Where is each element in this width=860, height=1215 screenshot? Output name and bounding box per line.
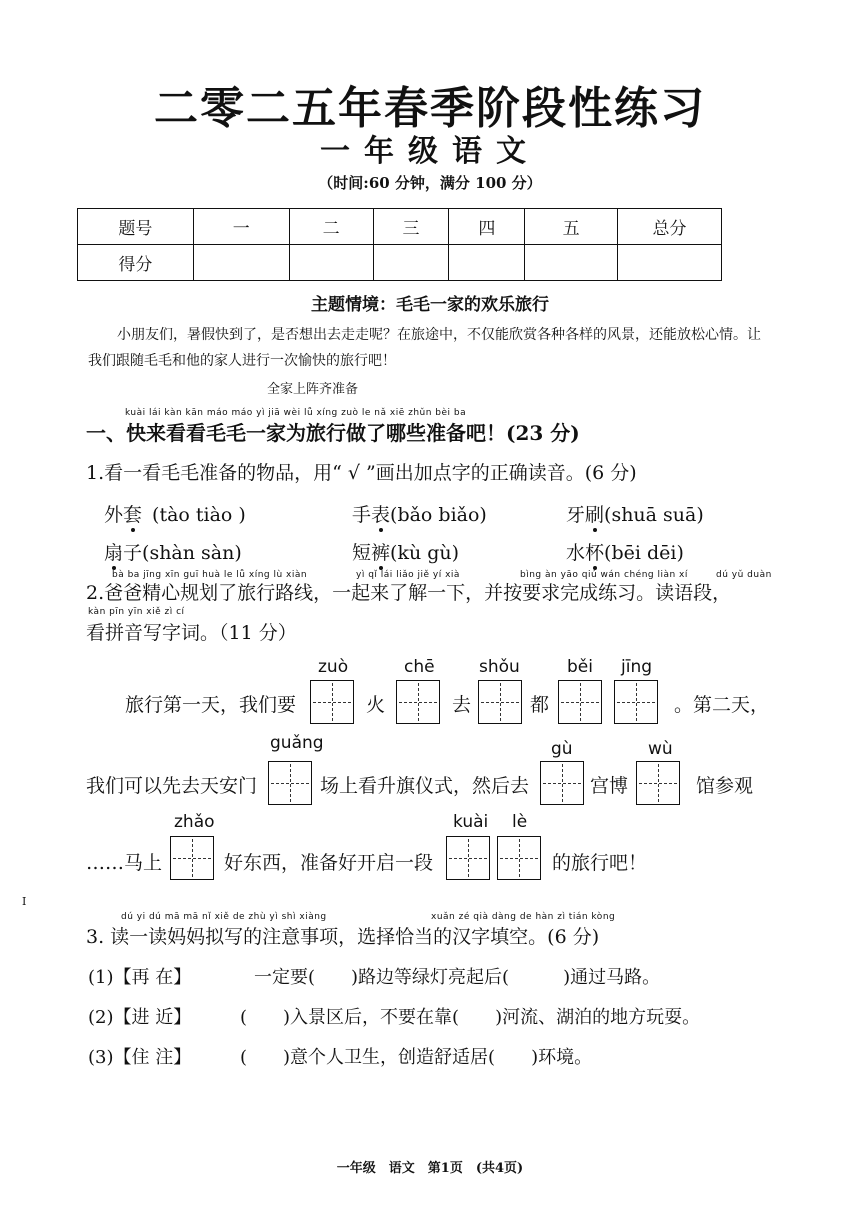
passage-text: 馆参观 (696, 775, 754, 797)
word-part: 子 (123, 542, 143, 564)
pinyin-options: (bēi dēi) (604, 542, 684, 564)
table-cell: 题号 (78, 209, 194, 245)
pinyin-hint: guǎng (270, 733, 324, 753)
pinyin-hint: lè (512, 812, 528, 832)
intro-line-1: 小朋友们，暑假快到了，是否想出去走走呢？在旅途中，不仅能欣赏各种各样的风景，还能放松心情。让 (117, 327, 761, 343)
score-cell[interactable] (373, 245, 449, 281)
pinyin-options: (tào tiào ) (152, 504, 246, 526)
score-cell[interactable] (449, 245, 525, 281)
q1-item[interactable] (566, 500, 704, 527)
pinyin-hint: zuò (318, 657, 349, 677)
dotted-char: 裤 (371, 542, 391, 564)
tianzige-box[interactable] (478, 680, 522, 724)
page-footer: 一年级 语文 第1页 (共4页) (336, 1161, 524, 1176)
score-cell[interactable] (193, 245, 289, 281)
q1-prompt: 1.看一看毛毛准备的物品，用“ √ ”画出加点字的正确读音。(6 分) (86, 462, 637, 484)
q2-pinyin: bìng àn yāo qiú wán chéng liàn xí (520, 570, 688, 580)
tianzige-box[interactable] (558, 680, 602, 724)
pinyin-hint: shǒu (479, 657, 520, 677)
q3-item-text[interactable]: ( )入景区后，不要在靠( )河流、湖泊的地方玩耍。 (240, 1007, 701, 1028)
q3-item-text[interactable]: ( )意个人卫生，创造舒适居( )环境。 (240, 1047, 593, 1068)
tianzige-box[interactable] (497, 836, 541, 880)
q3-pinyin: dú yi dú mā mā nǐ xiě de zhù yì shì xiàng (121, 912, 327, 922)
margin-mark: I (22, 895, 27, 908)
dotted-char: 套 (123, 504, 143, 526)
q2-prompt-line-2: 看拼音写字词。（11 分） (86, 622, 297, 644)
q2-pinyin: kàn pīn yīn xiě zì cí (88, 607, 185, 617)
pinyin-options: (bǎo biǎo) (390, 504, 487, 526)
word-part: 手 (352, 504, 372, 526)
word-part: 牙 (566, 504, 586, 526)
q3-item-num: (1)【再 在】 (88, 967, 192, 988)
passage-text: 宫博 (590, 775, 629, 797)
passage-text: 的旅行吧！ (552, 852, 648, 874)
table-cell: 五 (525, 209, 618, 245)
pinyin-hint: gù (551, 739, 573, 759)
score-cell[interactable] (289, 245, 373, 281)
tianzige-box[interactable] (636, 761, 680, 805)
q3-item-text[interactable]: 一定要( )路边等绿灯亮起后( )通过马路。 (254, 967, 661, 988)
word-part: 短 (352, 542, 372, 564)
table-cell: 总分 (618, 209, 722, 245)
passage-text: 都 (530, 694, 550, 716)
dotted-char: 杯 (585, 542, 605, 564)
passage-text: 去 (452, 694, 472, 716)
q2-pinyin: dú yǔ duàn (716, 570, 772, 580)
word-part: 外 (104, 504, 124, 526)
word-part: 水 (566, 542, 586, 564)
tianzige-box[interactable] (396, 680, 440, 724)
passage-text: ……马上 (86, 852, 163, 874)
pinyin-options: (shàn sàn) (142, 542, 242, 564)
q2-pinyin: yì qǐ lái liǎo jiě yí xià (356, 570, 460, 580)
q3-item-num: (2)【进 近】 (88, 1007, 192, 1028)
passage-text: 场上看升旗仪式，然后去 (320, 775, 530, 797)
pinyin-hint: běi (567, 657, 593, 677)
score-cell[interactable] (525, 245, 618, 281)
section1-pinyin: kuài lái kàn kān máo máo yì jiā wèi lǚ xíng zuò le nǎ xiē zhǔn bèi ba (125, 408, 467, 418)
score-table-score-row (78, 245, 722, 281)
score-table-header-row (78, 209, 722, 245)
table-cell: 三 (373, 209, 449, 245)
pinyin-hint: kuài (453, 812, 489, 832)
table-cell: 四 (449, 209, 525, 245)
time-info: （时间:60 分钟，满分 100 分） (318, 174, 542, 192)
dotted-char: 表 (371, 504, 391, 526)
q1-item[interactable] (104, 538, 242, 565)
score-cell[interactable] (618, 245, 722, 281)
exam-subtitle: 一年级语文 (320, 134, 540, 169)
q1-item[interactable] (352, 500, 487, 527)
q1-item[interactable] (104, 500, 246, 527)
dotted-char: 扇 (104, 542, 124, 564)
pinyin-options: (kù gù) (390, 542, 460, 564)
dotted-char: 刷 (585, 504, 605, 526)
table-cell: 一 (193, 209, 289, 245)
exam-title: 二零二五年春季阶段性练习 (154, 83, 706, 134)
prep-heading: 全家上阵齐准备 (267, 382, 359, 397)
section1-title: 一、快来看看毛毛一家为旅行做了哪些准备吧！(23 分) (86, 421, 580, 445)
pinyin-options: (shuā suā) (604, 504, 704, 526)
tianzige-box[interactable] (446, 836, 490, 880)
q3-prompt: 3. 读一读妈妈拟写的注意事项，选择恰当的汉字填空。(6 分) (86, 926, 600, 948)
tianzige-box[interactable] (268, 761, 312, 805)
table-cell: 得分 (78, 245, 194, 281)
tianzige-box[interactable] (614, 680, 658, 724)
q2-prompt-line-1: 2.爸爸精心规划了旅行路线，一起来了解一下，并按要求完成练习。读语段， (86, 582, 732, 604)
table-cell: 二 (289, 209, 373, 245)
pinyin-hint: zhǎo (174, 812, 215, 832)
q1-item[interactable] (566, 538, 684, 565)
score-table (77, 208, 722, 281)
pinyin-hint: jīng (621, 657, 653, 677)
tianzige-box[interactable] (170, 836, 214, 880)
tianzige-box[interactable] (540, 761, 584, 805)
q1-item[interactable] (352, 538, 459, 565)
q2-pinyin: bà ba jīng xīn guī huà le lǚ xíng lù xiàn (112, 570, 308, 580)
passage-text: 火 (366, 694, 386, 716)
passage-text: 。第二天， (674, 694, 770, 716)
passage-text: 旅行第一天，我们要 (125, 694, 297, 716)
tianzige-box[interactable] (310, 680, 354, 724)
passage-text: 我们可以先去天安门 (86, 775, 258, 797)
passage-text: 好东西，准备好开启一段 (224, 852, 434, 874)
intro-line-2: 我们跟随毛毛和他的家人进行一次愉快的旅行吧！ (88, 353, 396, 369)
pinyin-hint: wù (648, 739, 673, 759)
q3-item-num: (3)【住 注】 (88, 1047, 192, 1068)
theme-heading: 主题情境：毛毛一家的欢乐旅行 (311, 295, 549, 315)
q3-pinyin: xuǎn zé qià dàng de hàn zì tián kòng (431, 912, 616, 922)
pinyin-hint: chē (404, 657, 435, 677)
